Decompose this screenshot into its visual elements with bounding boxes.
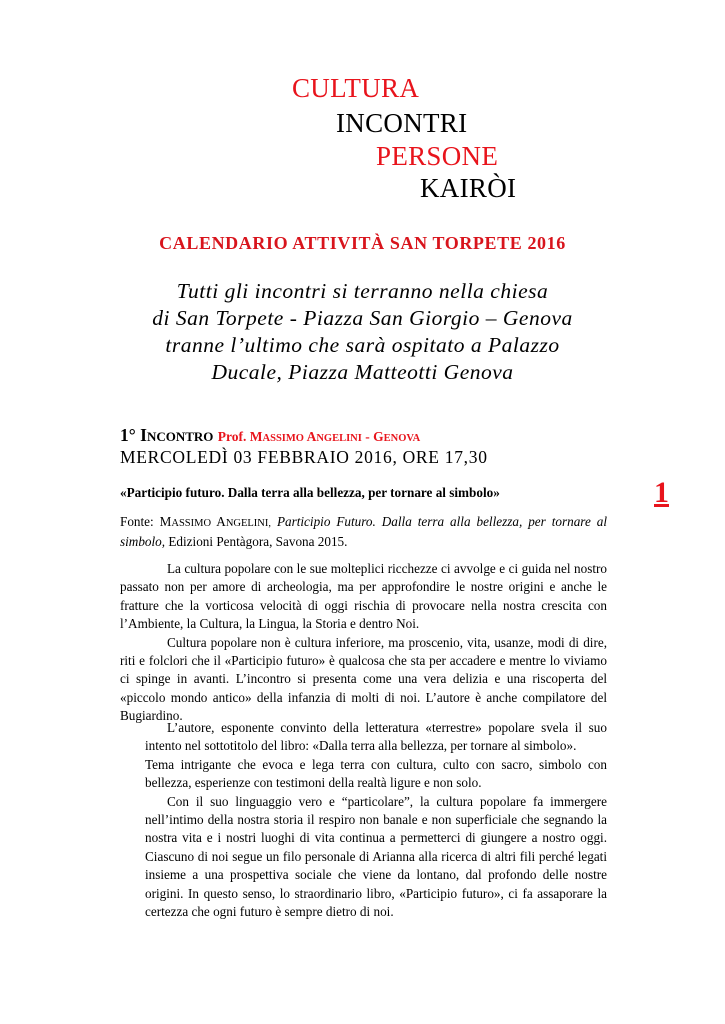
- paragraph: Cultura popolare non è cultura inferiore, ma proscenio, vita, usanze, modi di dire, riti e folclori che il «Participio futuro» è qualcosa che sta per accadere e mentre lo viviamo ci spinge in avanti. L’incontro si presenta come una vera delizia e una riscoperta del «piccolo mondo antico» della infanzia di molti di noi. L’autore è anche compilatore del Bugiardino.: [120, 634, 607, 724]
- speaker-last-rest: NGELINI: [316, 433, 362, 444]
- source-author-last-rest: NGELINI,: [225, 518, 272, 529]
- speaker-prefix: Prof.: [217, 429, 247, 444]
- meeting-quote: «Participio futuro. Dalla terra alla bellezza, per tornare al simbolo»: [120, 485, 500, 500]
- source-title: Participio Futuro. Dalla terra alla bellezza, per tornare al simbolo,: [120, 514, 607, 549]
- intro-line: Ducale, Piazza Matteotti Genova: [211, 360, 514, 384]
- paragraph: L’autore, esponente convinto della letteratura «terrestre» popolare svela il suo intento nel sottotitolo del libro: «Dalla terra alla bellezza, per tornare al simbolo».: [145, 720, 607, 754]
- speaker: [218, 429, 420, 444]
- source-author-last-initial: A: [216, 514, 226, 529]
- meeting-heading: [120, 425, 420, 446]
- speaker-last-initial: A: [306, 429, 317, 444]
- meeting-label-rest: NCONTRO: [146, 429, 214, 444]
- speaker-first-rest: ASSIMO: [262, 433, 304, 444]
- paragraph: La cultura popolare con le sue molteplici ricchezze ci avvolge e ci guida nel nostro passato non per amore di archeologia, ma per approfondire le nostre origini e anche le fratture che la vorticosa velocità di oggi rischia di provocare nella nostra crescita con l’Ambiente, la Cultura, la Lingua, la Storia e dentro Noi.: [120, 561, 607, 632]
- meeting-label-initial: I: [140, 425, 147, 445]
- source-author-first-initial: M: [159, 514, 172, 529]
- calendar-title: CALENDARIO ATTIVITÀ SAN TORPETE 2016: [159, 233, 566, 253]
- paragraph: Con il suo linguaggio vero e “particolare”, la cultura popolare fa immergere nell’intimo della nostra storia il respiro non banale e non superficiale che segnando la nostra vita e i nostri luoghi di vita continua a permetterci di giungere a nostro oggi. Ciascuno di noi segue un filo personale di Arianna alla ricerca di altri fili perché legati insieme a una prospettiva sociale che viene da lontano, dal profondo delle nostre origini. In questo senso, lo straordinario libro, «Participio futuro», ci fa assaporare la certezza che ogni futuro è sempre dietro di noi.: [145, 793, 607, 920]
- header-incontri: INCONTRI: [336, 108, 468, 138]
- source-citation: [120, 513, 607, 550]
- intro-line: di San Torpete - Piazza San Giorgio – Genova: [152, 306, 573, 330]
- header-kairoi: KAIRÒI: [420, 173, 517, 203]
- speaker-city-rest: ENOVA: [383, 433, 421, 444]
- speaker-separator: -: [365, 429, 370, 444]
- page-number: 1: [654, 476, 669, 509]
- meeting-date: MERCOLEDÌ 03 FEBBRAIO 2016, ORE 17,30: [120, 447, 488, 467]
- body-section-a: [120, 560, 607, 726]
- speaker-city-initial: G: [373, 429, 384, 444]
- source-publisher: Edizioni Pentàgora, Savona 2015.: [168, 533, 348, 549]
- source-author-first-rest: ASSIMO: [171, 518, 212, 529]
- paragraph: Tema intrigante che evoca e lega terra con cultura, culto con sacro, simbolo con bellezza, esperienze con testimoni della realtà ligure e non solo.: [145, 756, 607, 791]
- intro-block: [60, 278, 665, 386]
- header-persone: PERSONE: [376, 141, 499, 171]
- source-prefix: Fonte:: [120, 514, 154, 529]
- speaker-first-initial: M: [249, 429, 263, 444]
- header-cultura: CULTURA: [292, 73, 420, 103]
- body-section-b: [145, 719, 607, 921]
- intro-line: Tutti gli incontri si terranno nella chiesa: [176, 279, 549, 303]
- intro-line: tranne l’ultimo che sarà ospitato a Palazzo: [165, 333, 560, 357]
- meeting-number: 1°: [120, 425, 136, 445]
